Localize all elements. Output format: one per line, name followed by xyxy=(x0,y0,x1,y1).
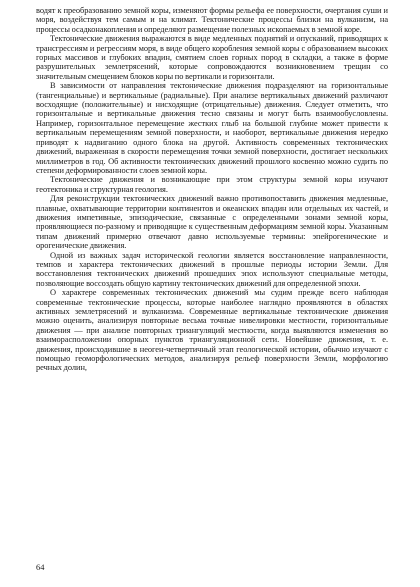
paragraph-5: Для реконструкции тектонических движений важно противопоставить движения медленные, плавные, охватывающие территории континентов и океанских впадин или отдельных их частей, и движения импетивные, эпизодические, связанные с определенными зонами земной коры, проявляющиеся по-разному и приводящие к существенным деформациям земной коры. Указанным типам движений примерно отвечают давно используемые термины: эпейрогенические и орогенические движения. xyxy=(36,194,388,251)
paragraph-4: Тектонические движения и возникающие при этом структуры земной коры изучают геотектоника и структурная геология. xyxy=(36,175,388,194)
paragraph-2: Тектонические движения выражаются в виде медленных поднятий и опусканий, приводящих к трансгрессиям и регрессиям моря, в виде общего коробления земной коры с образованием высоких горных массивов и глубоких впадин, смятием слоев горных пород в складки, а также в форме разрушительных землетрясений, которые сопровождаются возникновением трещин со значительным смещением блоков коры по вертикали и горизонтали. xyxy=(36,34,388,81)
paragraph-3: В зависимости от направления тектонические движения подразделяют на горизонтальные (тангенциальные) и вертикальные (радиальные). При анализе вертикальных движений различают восходящие (положительные) и нисходящие (отрицательные) движения. Следует отметить, что горизонтальные и вертикальные движения тесно связаны и могут быть взаимообусловлены. Например, горизонтальное перемещение жестких глыб на большой глубине может привести к вертикальным перемещениям земной поверхности, и наоборот, вертикальные движения нередко приводят к надвиганию одного блока на другой. Активность современных тектонических движений, выраженная в скорости перемещения точки земной поверхности, достигает нескольких миллиметров в год. Об активности тектонических движений прошлого косвенно можно судить по степени деформированности слоев земной коры. xyxy=(36,81,388,175)
document-page xyxy=(36,6,388,578)
paragraph-6: Одной из важных задач исторической геологии является восстановление направленности, темпов и характера тектонических движений в прошлые периоды истории Земли. Для восстановления тектонических движений прошедших эпох используют специальные методы, позволяющие воссоздать общую картину тектонических движений для определенной эпохи. xyxy=(36,250,388,288)
paragraph-1: водят к преобразованию земной коры, изменяют формы рельефа ее поверхности, очертания суши и моря, воздействуя тем самым и на климат. Тектонические процессы близки на вулканизм, на процессы осадконакопления и определяют размещение полезных ископаемых в земной коре. xyxy=(36,6,388,34)
page-number: 64 xyxy=(36,563,45,572)
paragraph-7: О характере современных тектонических движений мы судим прежде всего наблюдая современные тектонические процессы, которые наиболее наглядно проявляются в областях активных землетрясений и вулканизма. Современные вертикальные тектонические движения можно оценить, анализируя повторные весьма точные нивелировки местности, горизонтальные движения — при анализе повторных триангуляций местности, когда выявляются изменения во взаиморасположении опорных пунктов триангуляционной сети. Новейшие движения, т. е. движения, происходившие в неоген-четвертичный этап геологической истории, обычно изучают с помощью геоморфологических методов, анализируя рельеф поверхности Земли, морфологию речных долин, xyxy=(36,288,388,373)
